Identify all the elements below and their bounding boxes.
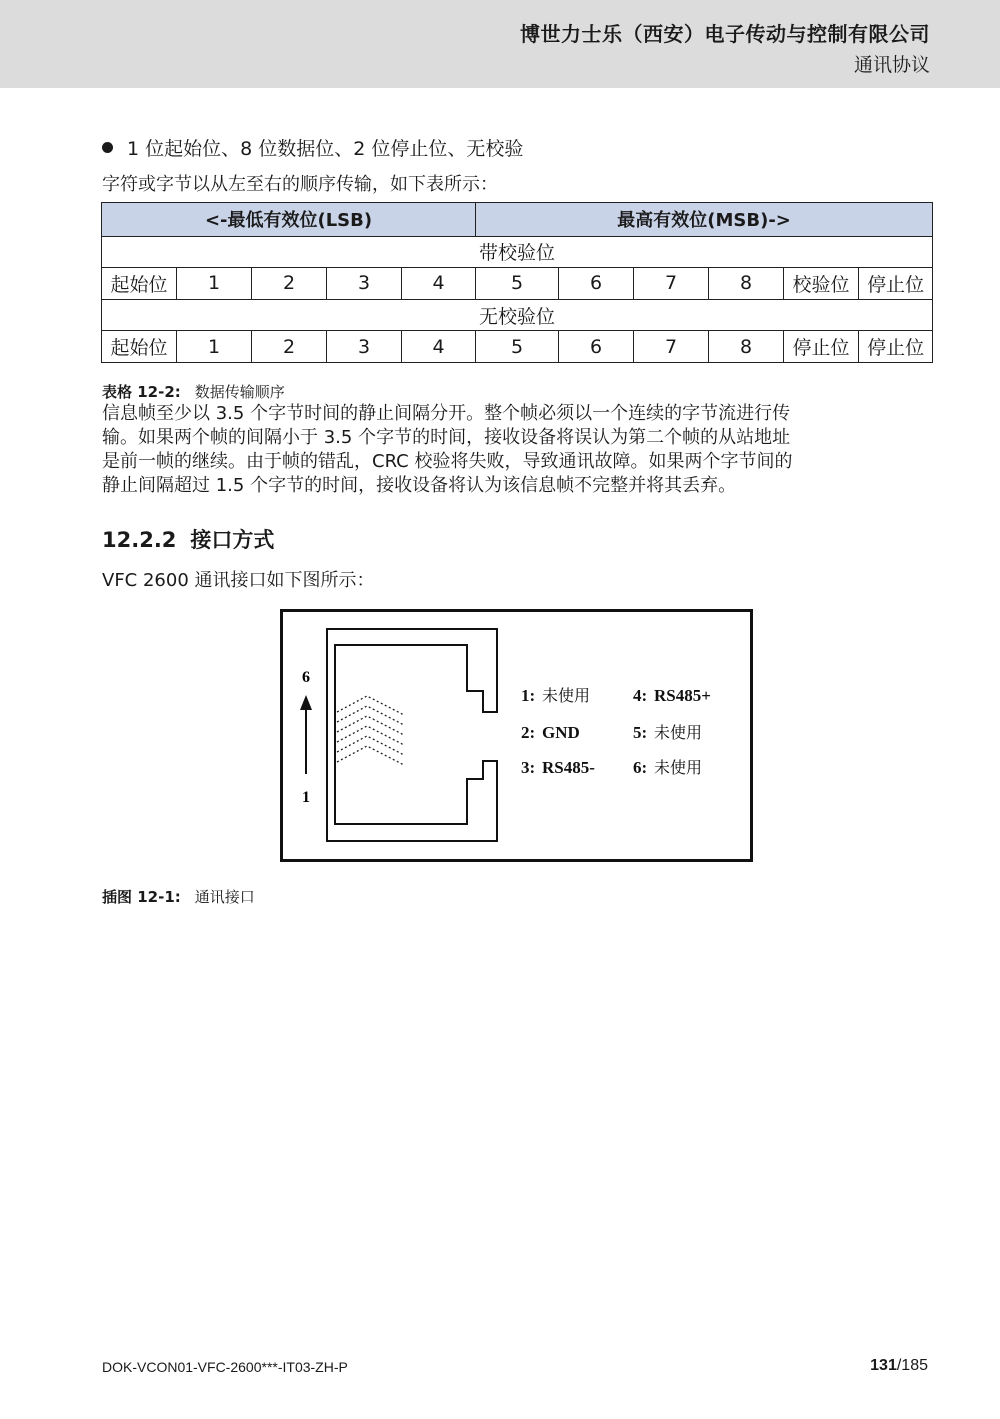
bullet-item bbox=[102, 134, 523, 161]
table-cell: 3 bbox=[327, 331, 402, 363]
pin-4-label: RS485+ bbox=[654, 686, 711, 705]
pin-1-label: 未使用 bbox=[542, 686, 591, 705]
table-cell: 2 bbox=[252, 268, 327, 300]
pin-3-label: RS485- bbox=[542, 758, 595, 777]
no-parity-title: 无校验位 bbox=[102, 299, 933, 331]
table-cell: 8 bbox=[709, 268, 784, 300]
company-name: 博世力士乐（西安）电子传动与控制有限公司 bbox=[520, 22, 930, 46]
table-caption bbox=[102, 381, 285, 402]
no-parity-row bbox=[102, 331, 933, 363]
subsection-number: 12.2.2 bbox=[102, 528, 177, 552]
pin-3-num: 3: bbox=[521, 758, 536, 777]
rj-connector-diagram bbox=[280, 609, 753, 862]
figure-caption-label: 插图 12-1: bbox=[102, 888, 181, 906]
pin-4-num: 4: bbox=[633, 686, 648, 705]
table-cell: 停止位 bbox=[859, 268, 933, 300]
figure-caption-text: 通讯接口 bbox=[194, 888, 255, 906]
bullet-icon bbox=[102, 142, 113, 153]
paragraph-line: 静止间隔超过 1.5 个字节的时间，接收设备将认为该信息帧不完整并将其丢弃。 bbox=[102, 475, 737, 496]
table-cell: 起始位 bbox=[102, 331, 177, 363]
pin-2-label: GND bbox=[542, 723, 580, 742]
table-cell: 6 bbox=[559, 268, 634, 300]
subsection-heading bbox=[102, 524, 274, 554]
msb-header: 最高有效位(MSB)-> bbox=[476, 203, 933, 237]
page-number bbox=[870, 1357, 928, 1375]
pin-top-label: 6 bbox=[302, 669, 310, 686]
bullet-text: 1 位起始位、8 位数据位、2 位停止位、无校验 bbox=[127, 138, 524, 160]
page-header bbox=[0, 0, 1000, 88]
table-cell: 1 bbox=[177, 268, 252, 300]
table-caption-text: 数据传输顺序 bbox=[194, 383, 285, 401]
table-cell: 2 bbox=[252, 331, 327, 363]
total-pages: /185 bbox=[896, 1357, 928, 1374]
with-parity-title: 带校验位 bbox=[102, 236, 933, 268]
lsb-header: <-最低有效位(LSB) bbox=[102, 203, 476, 237]
figure-caption bbox=[102, 886, 255, 907]
table-cell: 3 bbox=[327, 268, 402, 300]
interface-text: VFC 2600 通讯接口如下图所示： bbox=[102, 570, 375, 591]
table-cell: 6 bbox=[559, 331, 634, 363]
table-cell: 停止位 bbox=[859, 331, 933, 363]
table-cell: 4 bbox=[402, 331, 476, 363]
table-cell: 起始位 bbox=[102, 268, 177, 300]
pin-6-num: 6: bbox=[633, 758, 648, 777]
pin-1-num: 1: bbox=[521, 686, 536, 705]
pin-2-num: 2: bbox=[521, 723, 536, 742]
table-cell: 停止位 bbox=[784, 331, 859, 363]
document-id: DOK-VCON01-VFC-2600***-IT03-ZH-P bbox=[102, 1359, 348, 1375]
table-cell: 8 bbox=[709, 331, 784, 363]
pin-6-label: 未使用 bbox=[654, 758, 703, 777]
section-name: 通讯协议 bbox=[853, 54, 930, 76]
pin-bottom-label: 1 bbox=[302, 789, 310, 806]
subsection-title: 接口方式 bbox=[190, 528, 275, 552]
table-cell: 7 bbox=[634, 331, 709, 363]
table-caption-label: 表格 12-2: bbox=[102, 383, 181, 401]
table-cell: 1 bbox=[177, 331, 252, 363]
with-parity-row bbox=[102, 268, 933, 300]
paragraph-line: 信息帧至少以 3.5 个字节时间的静止间隔分开。整个帧必须以一个连续的字节流进行传 bbox=[102, 403, 791, 424]
table-cell: 7 bbox=[634, 268, 709, 300]
pin-5-num: 5: bbox=[633, 723, 648, 742]
table-cell: 5 bbox=[476, 268, 559, 300]
frame-paragraph bbox=[102, 402, 934, 498]
table-cell: 校验位 bbox=[784, 268, 859, 300]
current-page: 131 bbox=[870, 1357, 897, 1374]
paragraph-line: 输。如果两个帧的间隔小于 3.5 个字节的时间，接收设备将误认为第二个帧的从站地址 bbox=[102, 427, 791, 448]
paragraph-line: 是前一帧的继续。由于帧的错乱，CRC 校验将失败，导致通讯故障。如果两个字节间的 bbox=[102, 451, 793, 472]
intro-text: 字符或字节以从左至右的顺序传输，如下表所示： bbox=[102, 174, 498, 195]
transmission-table bbox=[101, 202, 933, 363]
table-cell: 5 bbox=[476, 331, 559, 363]
table-cell: 4 bbox=[402, 268, 476, 300]
pin-5-label: 未使用 bbox=[654, 723, 703, 742]
